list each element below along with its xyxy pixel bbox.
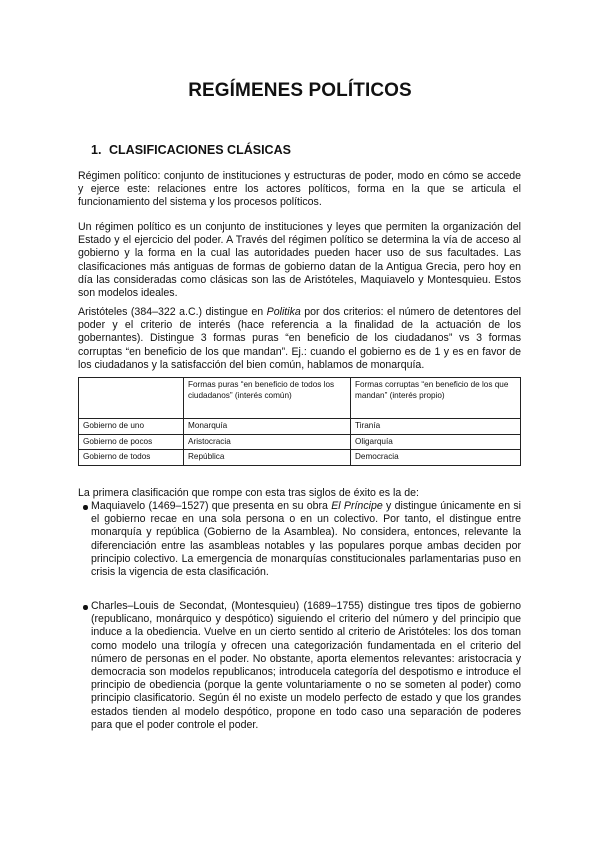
- list-item-text: Charles–Louis de Secondat, (Montesquieu) (1689–1755) distingue tres tipos de gobierno (republicano, monárquico y despótico) siguiendo el criterio del número y del principio que induce a la obediencia. Vuelve en un cierto sentido al criterio de Aristóteles: los dos toman como modelo una trilogía y ofrecen una categorización fundamentada en el criterio del número de personas en el poder. No obstante, aporta elementos relevantes: aristocracia y democracia son modelos republicanos; introducela categoría del despotismo e introduce el principio de obediencia (porque la gente voluntariamente o no se someten al poder) como principio clasificatorio. Según él no existe un modelo perfecto de estado y que los grandes estados tienden al modelo despótico, propone en todo caso una separación de poderes para que el poder controle el poder.: [91, 600, 521, 731]
- table-cell: Monarquía: [184, 419, 351, 435]
- bullet-list-montesquieu: [78, 600, 521, 732]
- paragraph-aristoteles-work-title: Politika: [266, 306, 301, 318]
- paragraph-aristoteles: [78, 306, 521, 372]
- paragraph-aristoteles-text-b: por dos criterios: el número de detentores del poder y el criterio de interés (hace referencia a la finalidad de la actuación de los gobernantes). Distingue 3 formas puras “en beneficio de los ciudadanos” vs 3 formas corruptas “en beneficio de los que mandan”. Ej.: cuando el gobierno es de 1 y es en favor de los ciudadanos y la satisfacción del bien común, hablamos de monarquía.: [78, 306, 521, 371]
- table-cell: Tiranía: [351, 419, 521, 435]
- paragraph-intro-list: La primera clasificación que rompe con esta tras siglos de éxito es la de:: [78, 487, 419, 499]
- list-item-text-a: Maquiavelo (1469–1527) que presenta en su obra: [91, 500, 332, 512]
- table-cell: Democracia: [351, 450, 521, 466]
- table-cell: República: [184, 450, 351, 466]
- table-cell: Gobierno de todos: [79, 450, 184, 466]
- table-cell: Gobierno de pocos: [79, 434, 184, 450]
- table-row: [79, 434, 521, 450]
- section-heading: [91, 143, 291, 157]
- page-title: REGÍMENES POLÍTICOS: [188, 80, 412, 101]
- table-header-cell: Formas corruptas “en beneficio de los que mandan” (interés propio): [351, 378, 521, 419]
- section-title: CLASIFICACIONES CLÁSICAS: [109, 143, 291, 157]
- section-number: 1.: [91, 143, 102, 157]
- paragraph-definition: Régimen político: conjunto de instituciones y estructuras de poder, modo en cómo se accede y ejerce este: relaciones entre los actores políticos, forma en la que se articula el funcionamiento del sistema y los procesos políticos.: [78, 170, 521, 209]
- classification-table: [78, 377, 521, 466]
- table-header-cell: Formas puras “en beneficio de todos los ciudadanos” (interés común): [184, 378, 351, 419]
- list-item: [78, 500, 521, 579]
- list-item-text-b: y distingue únicamente en si el gobierno recae en una sola persona o en un colectivo. Por tanto, el distingue entre monarquía y república (Gobierno de la Asamblea). No considera, entonces, relevante la diferenciación entre las asambleas notables y las populares porque ambas deciden por principio colectivo. La emergencia de monarquías constitucionales parlamentarias puso en crisis la vigencia de esta clasificación.: [91, 500, 521, 579]
- list-item: [78, 600, 521, 732]
- table-header-cell: [79, 378, 184, 419]
- bullet-list-maquiavelo: [78, 500, 521, 579]
- bullet-dot-icon: [83, 505, 88, 510]
- table-row: [79, 450, 521, 466]
- list-item-text: [91, 500, 521, 579]
- paragraph-aristoteles-text-a: Aristóteles (384–322 a.C.) distingue en: [78, 306, 267, 318]
- bullet-dot-icon: [83, 605, 88, 610]
- paragraph-regimen: Un régimen político es un conjunto de instituciones y leyes que permiten la organización del Estado y el ejercicio del poder. A Través del régimen político se determina la vía de acceso al gobierno y la forma en la cual las autoridades pueden hacer uso de sus facultades. Las clasificaciones más antiguas de formas de gobierno datan de la Antigua Grecia, pero hoy en día las consideradas como clásicas son las de Aristóteles, Maquiavelo y Montesquieu. Estos son modelos ideales.: [78, 221, 521, 300]
- table-header-row: [79, 378, 521, 419]
- table-row: [79, 419, 521, 435]
- table-cell: Gobierno de uno: [79, 419, 184, 435]
- table-cell: Aristocracia: [184, 434, 351, 450]
- book-title: El Príncipe: [331, 500, 383, 512]
- table-cell: Oligarquía: [351, 434, 521, 450]
